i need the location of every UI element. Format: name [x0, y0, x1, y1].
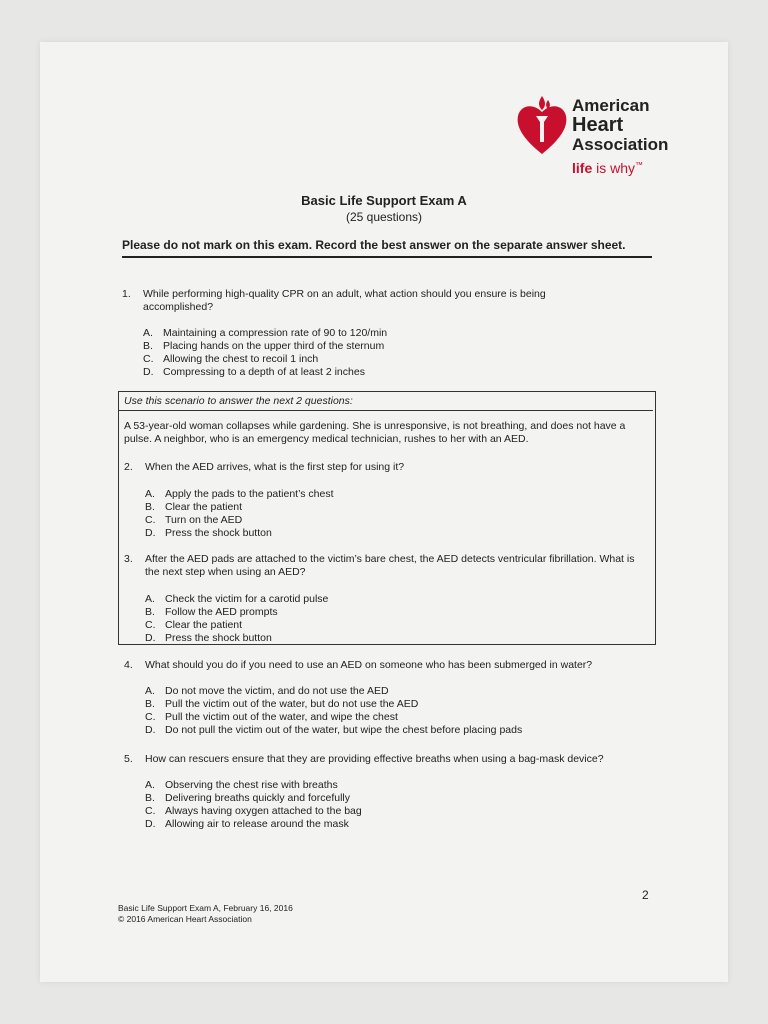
option-letter: A.: [145, 488, 155, 500]
page-number: 2: [642, 888, 649, 902]
scenario-text: A 53-year-old woman collapses while gardening. She is unresponsive, is not breathing, and does not have a pulse. A neighbor, who is an emergency medical technician, rushes to her with an AED.: [124, 420, 626, 445]
option-text: Turn on the AED: [165, 514, 243, 526]
option-letter: D.: [145, 724, 156, 736]
option-letter: D.: [143, 366, 154, 378]
option-letter: B.: [143, 340, 153, 352]
question-stem: What should you do if you need to use an AED on someone who has been submerged in water?: [145, 659, 593, 671]
tagline: [572, 160, 643, 176]
footer-line-2: © 2016 American Heart Association: [118, 914, 252, 924]
option-letter: D.: [145, 818, 156, 830]
option-letter: B.: [145, 792, 155, 804]
tagline-bold: life: [572, 160, 593, 176]
org-line-3: Association: [572, 135, 669, 154]
exam-instruction: Please do not mark on this exam. Record the best answer on the separate answer sheet.: [122, 238, 652, 258]
option-letter: C.: [145, 805, 156, 817]
option-text: Compressing to a depth of at least 2 inches: [163, 366, 365, 378]
option-letter: D.: [145, 632, 156, 644]
heart-torch-icon: [514, 92, 570, 158]
question-3: [124, 553, 644, 581]
option-text: Maintaining a compression rate of 90 to 120/min: [163, 327, 388, 339]
option-text: Pull the victim out of the water, and wipe the chest: [165, 711, 398, 723]
question-1: [122, 288, 642, 316]
exam-title: Basic Life Support Exam A: [301, 193, 467, 208]
question-4: [124, 659, 644, 673]
trademark-mark: ™: [635, 160, 644, 170]
option-letter: B.: [145, 501, 155, 513]
question-number: 5.: [124, 753, 133, 765]
footer-line-1: Basic Life Support Exam A, February 16, 2016: [118, 903, 293, 913]
tagline-rest: is why: [592, 160, 636, 176]
option-text: Clear the patient: [165, 501, 243, 513]
option-letter: C.: [145, 514, 156, 526]
option-text: Placing hands on the upper third of the sternum: [163, 340, 385, 352]
question-stem: While performing high-quality CPR on an adult, what action should you ensure is being accomplished?: [143, 288, 546, 313]
option-text: Check the victim for a carotid pulse: [165, 593, 329, 605]
option-letter: A.: [145, 685, 155, 697]
option-text: Delivering breaths quickly and forcefully: [165, 792, 351, 804]
option-text: Always having oxygen attached to the bag: [165, 805, 362, 817]
exam-subtitle: (25 questions): [345, 210, 423, 224]
org-line-1: American: [572, 96, 650, 115]
scenario-heading: Use this scenario to answer the next 2 questions:: [124, 395, 353, 407]
option-text: Allowing air to release around the mask: [165, 818, 349, 830]
option-letter: C.: [145, 711, 156, 723]
option-letter: D.: [145, 527, 156, 539]
option-text: Allowing the chest to recoil 1 inch: [163, 353, 319, 365]
question-2: [124, 461, 634, 475]
question-stem: After the AED pads are attached to the victim’s bare chest, the AED detects ventricular fibrillation. What is the next step when using an AED?: [145, 553, 635, 578]
question-number: 2.: [124, 461, 133, 473]
question-stem: How can rescuers ensure that they are providing effective breaths when using a bag-mask device?: [145, 753, 604, 765]
option-text: Press the shock button: [165, 632, 272, 644]
page-footer: [118, 903, 293, 925]
question-5: [124, 753, 644, 767]
question-stem: When the AED arrives, what is the first step for using it?: [145, 461, 405, 473]
org-line-2: Heart: [572, 114, 624, 136]
organization-name: [572, 96, 668, 154]
option-letter: A.: [145, 593, 155, 605]
option-letter: B.: [145, 606, 155, 618]
option-text: Clear the patient: [165, 619, 243, 631]
option-text: Press the shock button: [165, 527, 272, 539]
option-letter: A.: [145, 779, 155, 791]
option-text: Pull the victim out of the water, but do not use the AED: [165, 698, 419, 710]
scenario-divider: [119, 410, 653, 411]
option-text: Follow the AED prompts: [165, 606, 278, 618]
option-text: Apply the pads to the patient’s chest: [165, 488, 334, 500]
option-text: Do not pull the victim out of the water, but wipe the chest before placing pads: [165, 724, 523, 736]
aha-logo: [514, 92, 684, 182]
option-letter: A.: [143, 327, 153, 339]
question-number: 3.: [124, 553, 133, 565]
option-letter: C.: [143, 353, 154, 365]
option-text: Do not move the victim, and do not use the AED: [165, 685, 389, 697]
option-letter: C.: [145, 619, 156, 631]
question-number: 1.: [122, 288, 131, 300]
option-text: Observing the chest rise with breaths: [165, 779, 338, 791]
option-letter: B.: [145, 698, 155, 710]
question-number: 4.: [124, 659, 133, 671]
